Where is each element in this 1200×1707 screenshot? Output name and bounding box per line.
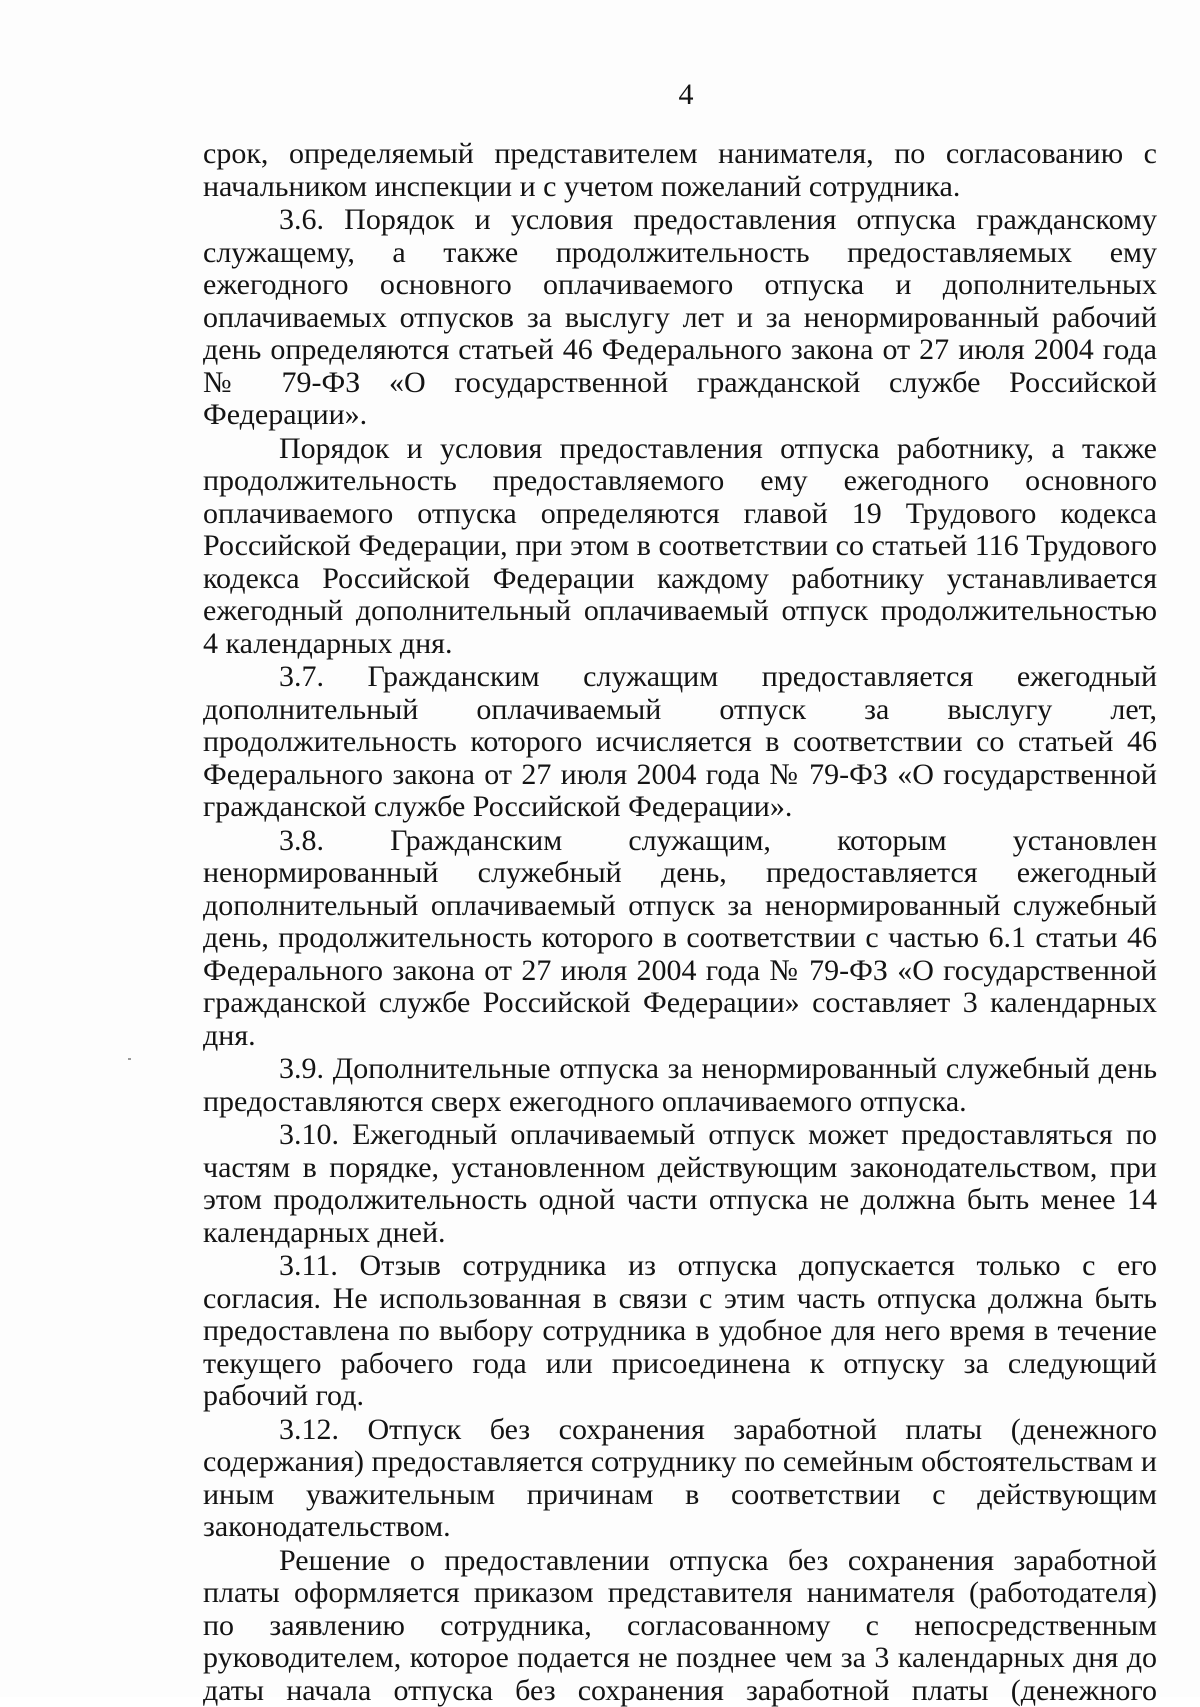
paragraph-3-6-labor-code: Порядок и условия предоставления отпуска работнику, а также продолжительность предоставляемого ему ежегодного основного оплачиваемого отпуска определяются главой 19 Трудового кодекса Российской Федерации, при этом в соответствии со статьей 116 Трудового кодекса Российской Федерации каждому работнику устанавливается ежегодный дополнительный оплачиваемый отпуск продолжительностью 4 календарных дня.	[203, 433, 1157, 661]
paragraph-3-8: 3.8. Гражданским служащим, которым установлен ненормированный служебный день, предоставляется ежегодный дополнительный оплачиваемый отпуск за ненормированный служебный день, продолжительность которого в соответствии с частью 6.1 статьи 46 Федерального закона от 27 июля 2004 года № 79-ФЗ «О государственной гражданской службе Российской Федерации» составляет 3 календарных дня.	[203, 825, 1157, 1053]
paragraph-3-12: 3.12. Отпуск без сохранения заработной платы (денежного содержания) предоставляется сотруднику по семейным обстоятельствам и иным уважительным причинам в соответствии с действующим законодательством.	[203, 1414, 1157, 1544]
paragraph-3-11: 3.11. Отзыв сотрудника из отпуска допускается только с его согласия. Не использованная в связи с этим часть отпуска должна быть предоставлена по выбору сотрудника в удобное для него время в течение текущего рабочего года или присоединена к отпуску за следующий рабочий год.	[203, 1250, 1157, 1413]
paragraph-3-6: 3.6. Порядок и условия предоставления отпуска гражданскому служащему, а также продолжительность предоставляемых ему ежегодного основного оплачиваемого отпуска и дополнительных оплачиваемых отпусков за выслугу лет и за ненормированный рабочий день определяются статьей 46 Федерального закона от 27 июля 2004 года № 79-ФЗ «О государственной гражданской службе Российской Федерации».	[203, 204, 1157, 432]
paragraph-3-12-decision: Решение о предоставлении отпуска без сохранения заработной платы оформляется приказом представителя нанимателя (работодателя) по заявлению сотрудника, согласованному с непосредственным руководителем, которое подается не позднее чем за 3 календарных дня до даты начала отпуска без сохранения заработной платы (денежного	[203, 1545, 1157, 1707]
paragraph-3-10: 3.10. Ежегодный оплачиваемый отпуск может предоставляться по частям в порядке, установленном действующим законодательством, при этом продолжительность одной части отпуска не должна быть менее 14 календарных дней.	[203, 1119, 1157, 1249]
document-body	[203, 138, 1157, 1707]
scan-artifact	[128, 1058, 131, 1060]
page-number: 4	[0, 80, 1200, 110]
paragraph-3-7: 3.7. Гражданским служащим предоставляется ежегодный дополнительный оплачиваемый отпуск за выслугу лет, продолжительность которого исчисляется в соответствии со статьей 46 Федерального закона от 27 июля 2004 года № 79-ФЗ «О государственной гражданской службе Российской Федерации».	[203, 661, 1157, 824]
paragraph-3-9: 3.9. Дополнительные отпуска за ненормированный служебный день предоставляются сверх ежегодного оплачиваемого отпуска.	[203, 1053, 1157, 1118]
paragraph-continuation: срок, определяемый представителем нанимателя, по согласованию с начальником инспекции и с учетом пожеланий сотрудника.	[203, 138, 1157, 203]
